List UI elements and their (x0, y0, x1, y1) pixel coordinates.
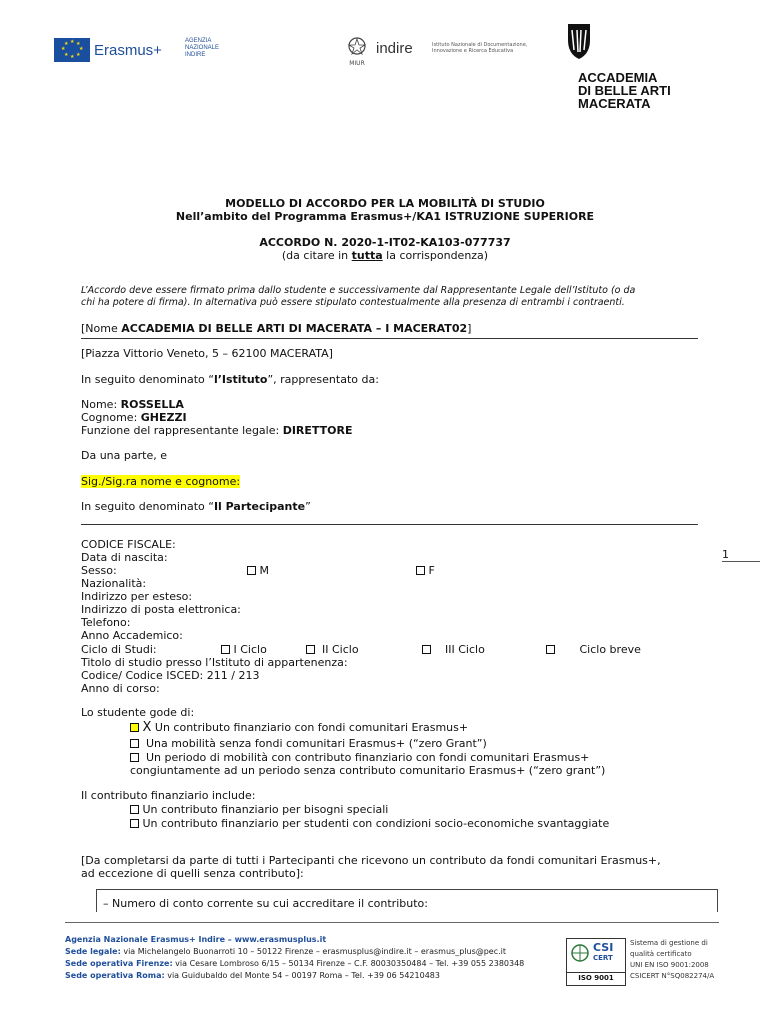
anno-accademico-field[interactable]: Anno Accademico: (81, 629, 183, 642)
email-field[interactable]: Indirizzo di posta elettronica: (81, 603, 241, 616)
agenzia-logo: AGENZIA NAZIONALE INDIRE (185, 38, 220, 58)
cert-label: CERT (593, 954, 613, 962)
checkbox-icon[interactable] (422, 645, 431, 654)
telefono-field[interactable]: Telefono: (81, 616, 131, 629)
titolo-field[interactable]: Titolo di studio presso l’Istituto di appartenenza: (81, 656, 348, 669)
certification-text: Sistema di gestione di qualità certificato UNI EN ISO 9001:2008 CSICERT N°SQ082274/A (630, 939, 715, 980)
ciclo-1-checkbox[interactable]: I Ciclo (221, 643, 267, 656)
accademia-line-2: DI BELLE ARTI (578, 83, 671, 98)
divider (81, 338, 698, 339)
ciclo-label: Ciclo di Studi: (81, 643, 157, 656)
sesso-m-checkbox[interactable]: M (247, 564, 269, 577)
conto-box (96, 889, 718, 912)
globe-icon (570, 943, 590, 963)
agreement-number: ACCORDO N. 2020-1-IT02-KA103-077737 (259, 236, 511, 249)
data-nascita-field[interactable]: Data di nascita: (81, 551, 168, 564)
sesso-f-checkbox[interactable]: F (416, 564, 435, 577)
indirizzo-field[interactable]: Indirizzo per esteso: (81, 590, 193, 603)
completare-note: [Da completarsi da parte di tutti i Partecipanti che ricevono un contributo da fondi comunitari Erasmus+, ad eccezione di quelli senza contributo]: (81, 854, 661, 880)
rep-nome: Nome: ROSSELLA (81, 398, 184, 411)
gode-heading: Lo studente gode di: (81, 706, 195, 719)
checkbox-icon[interactable] (130, 805, 139, 814)
accademia-line-1: ACCADEMIA (578, 70, 658, 85)
checkbox-icon[interactable] (130, 739, 139, 748)
anno-corso-field[interactable]: Anno di corso: (81, 682, 160, 695)
rep-cognome: Cognome: GHEZZI (81, 411, 187, 424)
intro-text: L’Accordo deve essere firmato prima dallo studente e successivamente dal Rappresentante Legale dell’Istituto (o da chi ha potere di firma). In alternativa può essere stipulato contestualmente alla presenza di entrambi i contraenti. (81, 285, 636, 308)
gode-option-2[interactable]: Una mobilità senza fondi comunitari Erasmus+ (“zero Grant”) (130, 737, 487, 750)
nazionalita-field[interactable]: Nazionalità: (81, 577, 147, 590)
page-number: 1 (722, 548, 729, 561)
checkbox-icon[interactable] (130, 753, 139, 762)
footer-divider (65, 922, 719, 923)
accademia-line-3: MACERATA (578, 96, 651, 111)
checkbox-icon[interactable] (130, 819, 139, 828)
checkbox-icon[interactable] (247, 566, 256, 575)
erasmus-label: Erasmus+ (94, 42, 162, 59)
csi-cert-logo (566, 938, 626, 986)
checkbox-icon[interactable] (416, 566, 425, 575)
divider (81, 524, 698, 525)
checkbox-icon[interactable] (221, 645, 230, 654)
iso-label: ISO 9001 (567, 972, 625, 982)
gode-option-3[interactable]: Un periodo di mobilità con contributo finanziario con fondi comunitari Erasmus+ (130, 751, 589, 764)
institute-denomination: In seguito denominato “l’Istituto”, rappresentato da: (81, 373, 379, 386)
institute-name: [Nome ACCADEMIA DI BELLE ARTI DI MACERATA – I MACERAT02] (81, 322, 472, 335)
institute-address: [Piazza Vittorio Veneto, 5 – 62100 MACERATA] (81, 347, 333, 360)
accademia-emblem-icon (566, 22, 592, 60)
ciclo-3-checkbox[interactable]: III Ciclo (422, 643, 485, 656)
indire-subtitle: Istituto Nazionale di Documentazione, Innovazione e Ricerca Educativa (432, 42, 528, 54)
participant-denomination: In seguito denominato “Il Partecipante” (81, 500, 311, 513)
checkbox-icon[interactable] (306, 645, 315, 654)
miur-emblem-icon (346, 36, 368, 56)
conto-field[interactable]: – Numero di conto corrente su cui accreditare il contributo: (103, 897, 428, 910)
sesso-label: Sesso: (81, 564, 117, 577)
rep-funzione: Funzione del rappresentante legale: DIRETTORE (81, 424, 353, 437)
eu-flag-icon: ★ ★ ★ ★ ★ ★ ★ ★ (54, 38, 90, 62)
page-number-rule (722, 561, 760, 562)
codice-fiscale-field[interactable]: CODICE FISCALE: (81, 538, 176, 551)
csi-label: CSI (593, 941, 614, 954)
isced-field: Codice/ Codice ISCED: 211 / 213 (81, 669, 260, 682)
contributo-heading: Il contributo finanziario include: (81, 789, 256, 802)
footer-contacts: Agenzia Nazionale Erasmus+ Indire – www.erasmusplus.it Sede legale: via Michelangelo Buonarroti 10 – 50122 Firenze – erasmusplus@indire.it – erasmus_plus@pec.it Sede operativa Firenze: via Cesare Lombroso 6/15 – 50134 Firenze – C.F. 80030350484 – Tel. +39 055 2380348 Sede operativa Roma: via Guidubaldo del Monte 54 – 00197 Roma – Tel. +39 06 54210483 (65, 935, 525, 980)
participant-name-field[interactable]: Sig./Sig.ra nome e cognome: (81, 475, 241, 488)
citation-note: (da citare in tutta la corrispondenza) (281, 249, 489, 262)
ciclo-2-checkbox[interactable]: II Ciclo (306, 643, 359, 656)
miur-logo: MIUR (344, 36, 370, 67)
ciclo-breve-checkbox[interactable]: Ciclo breve (546, 643, 641, 656)
document-subtitle: Nell’ambito del Programma Erasmus+/KA1 ISTRUZIONE SUPERIORE (175, 210, 595, 223)
document-title: MODELLO DI ACCORDO PER LA MOBILITÀ DI STUDIO (225, 197, 545, 210)
gode-option-3-cont: congiuntamente ad un periodo senza contributo comunitario Erasmus+ (“zero grant”) (130, 764, 606, 777)
una-parte-text: Da una parte, e (81, 449, 167, 462)
gode-option-1[interactable]: X Un contributo finanziario con fondi comunitari Erasmus+ (130, 721, 468, 734)
contributo-option-2[interactable]: Un contributo finanziario per studenti con condizioni socio-economiche svantaggiate (130, 817, 609, 830)
checkbox-icon[interactable] (130, 723, 139, 732)
checkbox-icon[interactable] (546, 645, 555, 654)
contributo-option-1[interactable]: Un contributo finanziario per bisogni speciali (130, 803, 388, 816)
indire-label: indire (376, 40, 413, 57)
erasmus-logo (54, 38, 174, 64)
indire-logo (376, 38, 413, 57)
